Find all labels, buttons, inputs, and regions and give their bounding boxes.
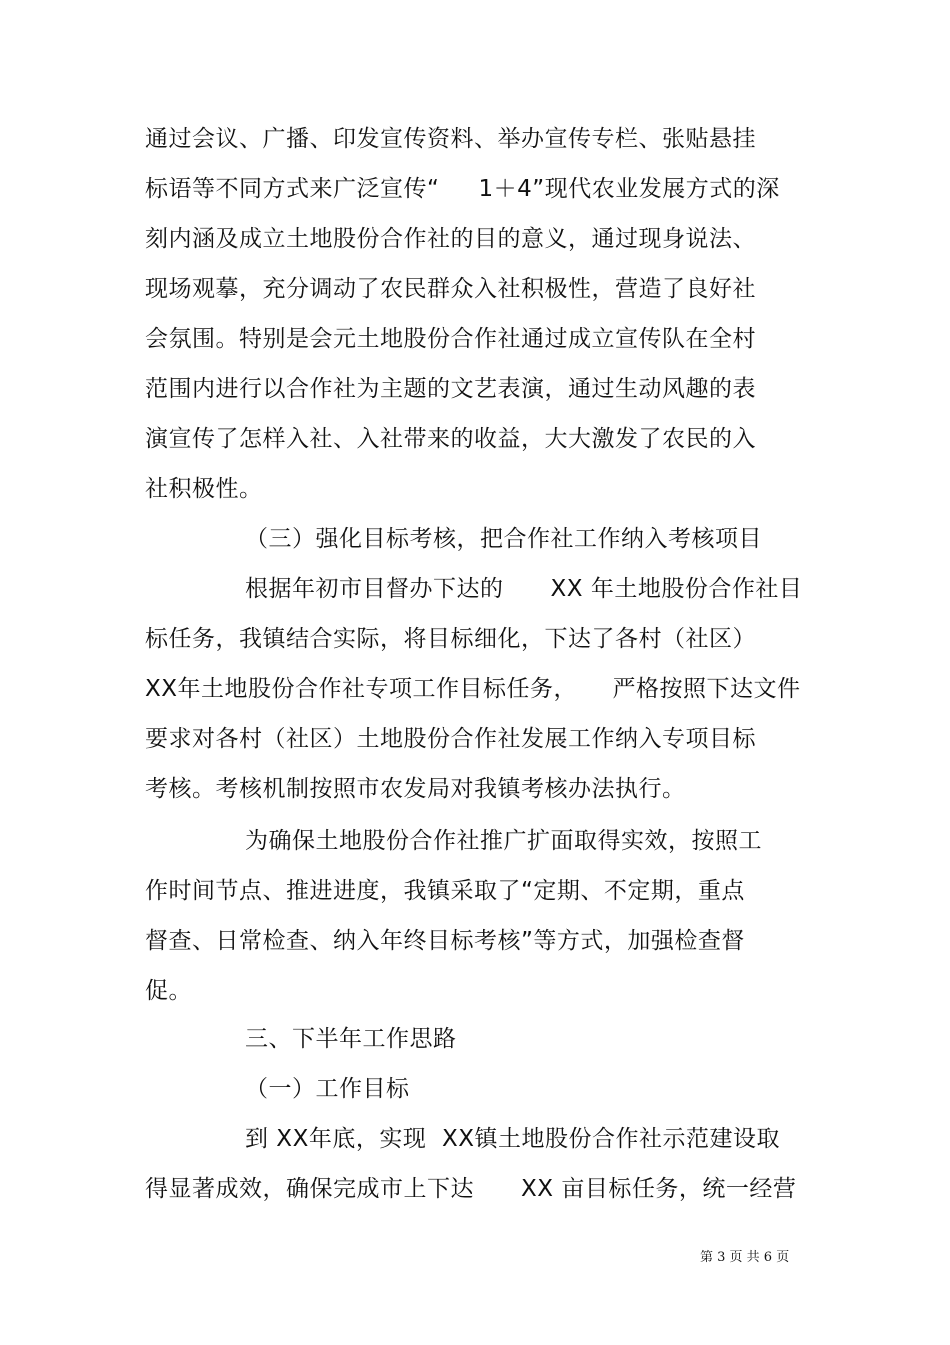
paragraph-line: 现场观摹，充分调动了农民群众入社积极性，营造了良好社: [145, 276, 756, 302]
paragraph-line: 会氛围。特别是会元土地股份合作社通过成立宣传队在全村: [145, 326, 756, 352]
paragraph-line: 社积极性。: [145, 476, 263, 502]
paragraph-line: 刻内涵及成立土地股份合作社的目的意义，通过现身说法、: [145, 226, 756, 252]
paragraph-line: 促。: [145, 978, 192, 1004]
paragraph-line: 考核。考核机制按照市农发局对我镇考核办法执行。: [145, 776, 686, 802]
page-number-footer: 第 3 页 共 6 页: [700, 1250, 790, 1265]
paragraph-line: 要求对各村（社区）土地股份合作社发展工作纳入专项目标: [145, 726, 756, 752]
paragraph-line: 作时间节点、推进进度，我镇采取了“定期、不定期，重点: [145, 878, 745, 904]
paragraph-line: 范围内进行以合作社为主题的文艺表演，通过生动风趣的表: [145, 376, 756, 402]
section-heading: （三）强化目标考核，把合作社工作纳入考核项目: [245, 526, 762, 552]
paragraph-line: 标任务，我镇结合实际，将目标细化，下达了各村（社区）: [145, 626, 756, 652]
paragraph-line: 督查、日常检查、纳入年终目标考核”等方式，加强检查督: [145, 928, 745, 954]
paragraph-line: 标语等不同方式来广泛宣传“ 1＋4”现代农业发展方式的深: [145, 176, 780, 202]
paragraph-line: 通过会议、广播、印发宣传资料、举办宣传专栏、张贴悬挂: [145, 126, 756, 152]
subsection-heading: （一）工作目标: [245, 1076, 410, 1102]
paragraph-line: 到 XX年底，实现 XX镇土地股份合作社示范建设取: [245, 1126, 780, 1152]
paragraph-line: XX年土地股份合作社专项工作目标任务， 严格按照下达文件: [145, 676, 801, 702]
paragraph-line: 演宣传了怎样入社、入社带来的收益，大大激发了农民的入: [145, 426, 756, 452]
paragraph-line: 得显著成效，确保完成市上下达 XX 亩目标任务，统一经营: [145, 1176, 797, 1202]
section-heading: 三、下半年工作思路: [245, 1026, 457, 1052]
paragraph-line: 为确保土地股份合作社推广扩面取得实效，按照工: [245, 828, 762, 854]
paragraph-line: 根据年初市目督办下达的 XX 年土地股份合作社目: [245, 576, 803, 602]
